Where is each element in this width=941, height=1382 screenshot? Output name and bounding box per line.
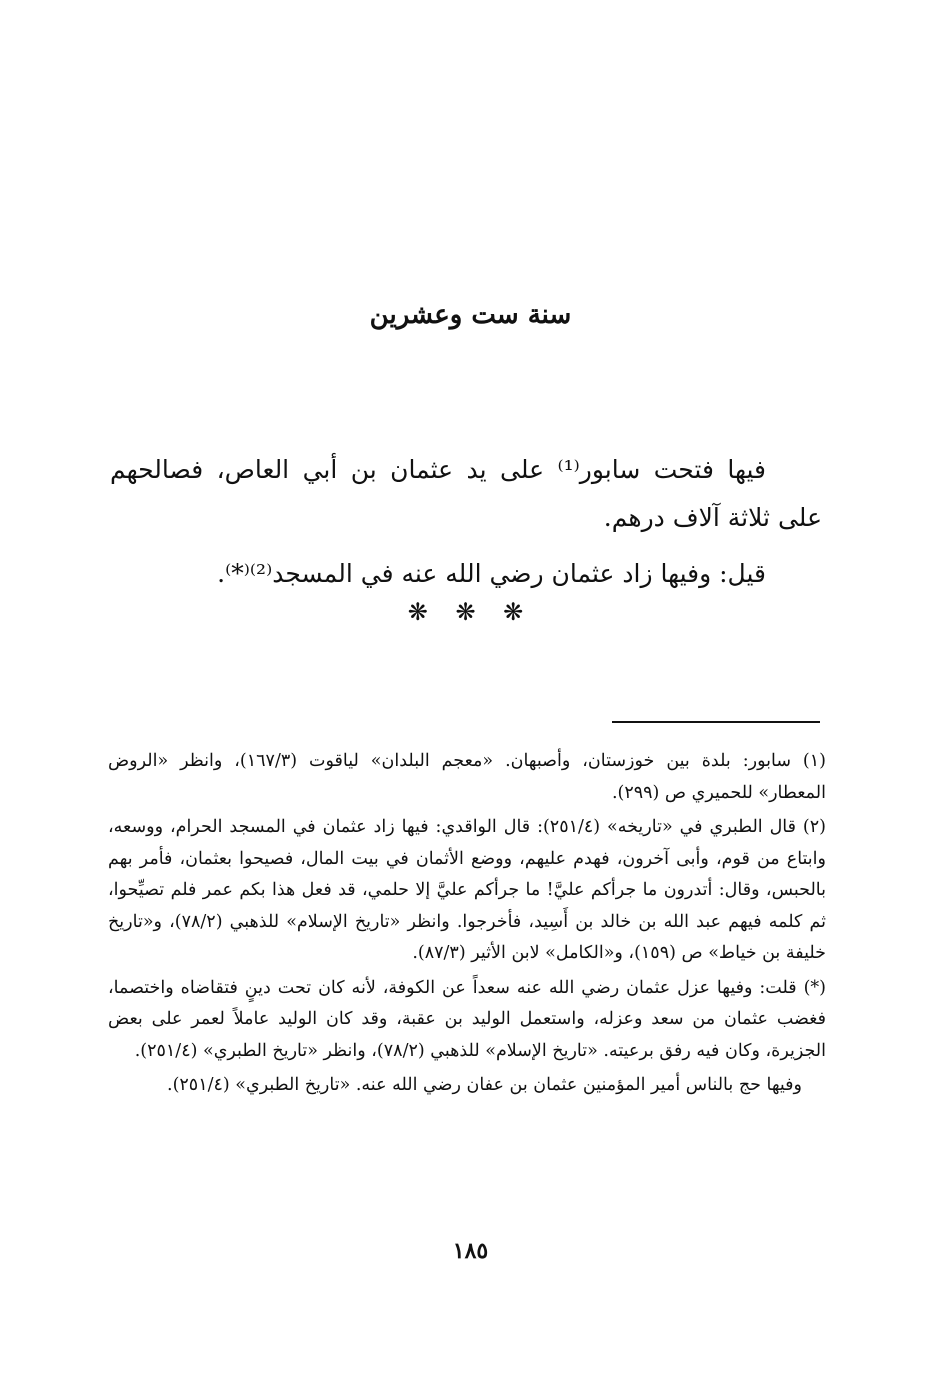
- chapter-title: سنة ست وعشرين: [369, 300, 572, 330]
- body-paragraph-1: فيها فتحت سابور⁽¹⁾ على يد عثمان بن أبي العاص، فصالحهم على ثلاثة آلاف درهم.: [110, 455, 822, 532]
- body-paragraph-2: قيل: وفيها زاد عثمان رضي الله عنه في المسجد⁽²⁾⁽*⁾.: [217, 559, 766, 588]
- footnote-star: (*) قلت: وفيها عزل عثمان رضي الله عنه سعداً عن الكوفة، لأنه كان تحت دينٍ فتقاضاه واختصما، فغضب عثمان من سعد وعزله، واستعمل الوليد بن عقبة، وقد كان الوليد عاملاً لعمر على بعض الجزيرة، وكان فيه رفق برعيته. «تاريخ الإسلام» للذهبي (٧٨/٢)، وانظر «تاريخ الطبري» (٢٥١/٤).: [108, 977, 826, 1061]
- footnote-star-continuation: وفيها حج بالناس أمير المؤمنين عثمان بن عفان رضي الله عنه. «تاريخ الطبري» (٢٥١/٤).: [167, 1075, 802, 1095]
- section-divider-stars: ❋ ❋ ❋: [407, 598, 534, 626]
- main-text: [110, 446, 822, 598]
- footnotes: [108, 746, 826, 1105]
- footnote-separator-line: [612, 721, 820, 723]
- page-number: ١٨٥: [452, 1238, 489, 1264]
- footnote-1: (١) سابور: بلدة بين خوزستان، وأصبهان. «معجم البلدان» لياقوت (١٦٧/٣)، وانظر «الروض المعطار» للحميري ص (٢٩٩).: [108, 751, 826, 803]
- footnote-2: (٢) قال الطبري في «تاريخه» (٢٥١/٤): قال الواقدي: فيها زاد عثمان في المسجد الحرام، ووسعه، وابتاع من قوم، وأبى آخرون، فهدم عليهم، ووضع الأثمان في بيت المال، فصيحوا بعثمان، فأمر بهم بالحبس، وقال: أتدرون ما جرأكم عليَّ! ما جرأكم عليَّ إلا حلمي، قد فعل هذا بكم عمر فلم تصيِّحوا، ثم كلمه فيهم عبد الله بن خالد بن أَسِيد، فأخرجوا. وانظر «تاريخ الإسلام» للذهبي (٧٨/٢)، و«تاريخ خليفة بن خياط» ص (١٥٩)، و«الكامل» لابن الأثير (٨٧/٣).: [108, 817, 826, 963]
